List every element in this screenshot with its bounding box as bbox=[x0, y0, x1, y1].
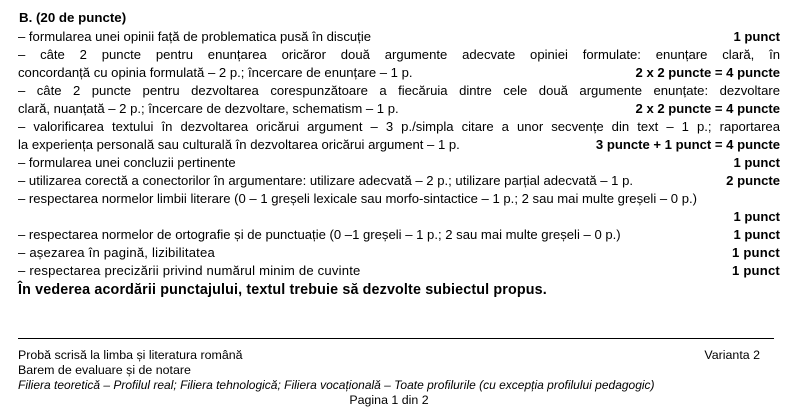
criterion-text: – formularea unei concluzii pertinente bbox=[18, 155, 236, 170]
criterion-row bbox=[18, 208, 780, 226]
criterion-row bbox=[18, 262, 780, 280]
criterion-row bbox=[18, 226, 780, 244]
criterion-row bbox=[18, 100, 780, 118]
criterion-row bbox=[18, 82, 780, 100]
criterion-text: – utilizarea corectă a conectorilor în argumentare: utilizare adecvată – 2 p.; utilizare parțial adecvată – 1 p. bbox=[18, 173, 634, 188]
criterion-points: 2 x 2 puncte = 4 puncte bbox=[635, 101, 780, 116]
criterion-text: – valorificarea textului în dezvoltarea oricărui argument – 3 p./simpla citare a unor secvențe din text – 1 p.; raportarea bbox=[18, 119, 780, 134]
criterion-text: – formularea unei opinii față de problematica pusă în discuție bbox=[18, 29, 372, 44]
page-footer bbox=[18, 348, 760, 408]
criterion-row bbox=[18, 190, 780, 208]
section-heading: B. (20 de puncte) bbox=[19, 10, 127, 25]
filiera-line: Filiera teoretică – Profilul real; Filiera tehnologică; Filiera vocațională – Toate profilurile (cu excepția profilului pedagogic) bbox=[18, 378, 655, 392]
criterion-row bbox=[18, 136, 780, 154]
criterion-text: – respectarea precizării privind numărul minim de cuvinte bbox=[18, 263, 361, 278]
criterion-text: clară, nuanțată – 2 p.; încercare de dezvoltare, schematism – 1 p. bbox=[18, 101, 399, 116]
criterion-points: 1 punct bbox=[732, 263, 780, 278]
page-number: Pagina 1 din 2 bbox=[349, 393, 429, 407]
criterion-text: – câte 2 puncte pentru dezvoltarea corespunzătoare a fiecăruia dintre cele două argumente enunțate: dezvoltare bbox=[18, 83, 780, 98]
criterion-row bbox=[18, 154, 780, 172]
criterion-points: 2 puncte bbox=[726, 173, 780, 188]
criterion-row bbox=[18, 46, 780, 64]
criterion-points: 3 puncte + 1 punct = 4 puncte bbox=[595, 137, 780, 152]
criterion-points: 1 punct bbox=[733, 29, 780, 44]
criterion-text: – așezarea în pagină, lizibilitatea bbox=[18, 245, 215, 260]
grading-section bbox=[18, 8, 780, 301]
criterion-row bbox=[18, 118, 780, 136]
criterion-row bbox=[18, 172, 780, 190]
criterion-text: – respectarea normelor limbii literare (0 – 1 greșeli lexicale sau morfo-sintactice – 1 p.; 2 sau mai multe greșeli – 0 p.) bbox=[18, 191, 697, 206]
criterion-row bbox=[18, 64, 780, 82]
criterion-points: 1 punct bbox=[732, 245, 780, 260]
criterion-text: – respectarea normelor de ortografie și de punctuație (0 –1 greșeli – 1 p.; 2 sau mai multe greșeli – 0 p.) bbox=[18, 227, 621, 242]
variant-label: Varianta 2 bbox=[704, 348, 760, 362]
criterion-row bbox=[18, 28, 780, 46]
criterion-row bbox=[18, 244, 780, 262]
criterion-text: la experiența personală sau culturală în dezvoltarea oricărui argument – 1 p. bbox=[18, 137, 460, 152]
criterion-points: 2 x 2 puncte = 4 puncte bbox=[635, 65, 780, 80]
criterion-points: 1 punct bbox=[733, 227, 780, 242]
final-note: În vederea acordării punctajului, textul trebuie să dezvolte subiectul propus. bbox=[18, 282, 547, 298]
barem-label: Barem de evaluare și de notare bbox=[18, 363, 191, 377]
criterion-text: – câte 2 puncte pentru enunțarea oricăror două argumente adecvate opiniei formulate: enunțare clară, în bbox=[18, 47, 780, 62]
criterion-points: 1 punct bbox=[733, 155, 780, 170]
footer-divider bbox=[18, 338, 774, 339]
criterion-points: 1 punct bbox=[733, 209, 780, 224]
criterion-text: concordanță cu opinia formulată – 2 p.; încercare de enunțare – 1 p. bbox=[18, 65, 413, 80]
exam-name: Probă scrisă la limba și literatura română bbox=[18, 348, 243, 362]
